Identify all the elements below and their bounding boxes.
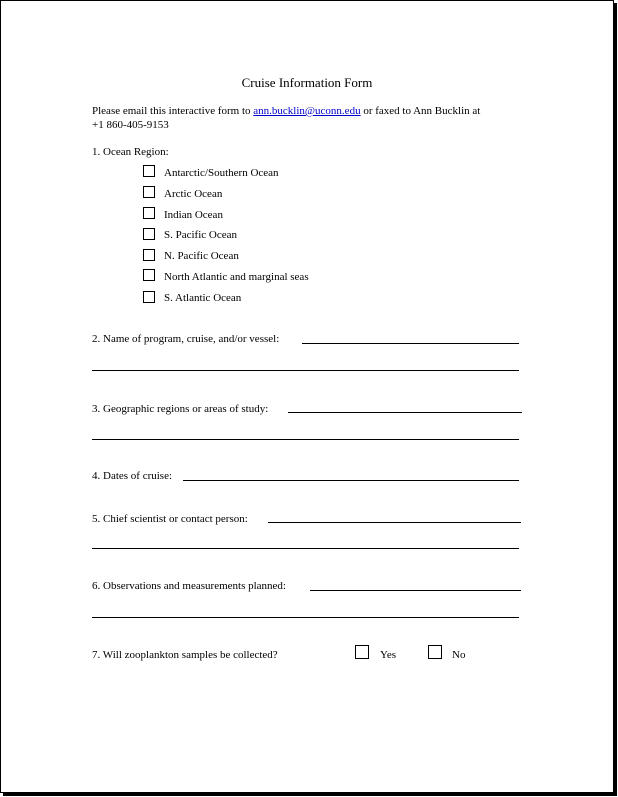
checkbox-arctic[interactable] [143,186,155,198]
q3-field-line-2[interactable] [92,439,519,440]
intro-line [92,104,480,118]
q3-label: 3. Geographic regions or areas of study: [92,403,269,415]
option-s-atlantic: S. Atlantic Ocean [164,292,242,304]
q5-label: 5. Chief scientist or contact person: [92,513,248,525]
option-north-atlantic: North Atlantic and marginal seas [164,271,309,283]
option-yes: Yes [380,649,397,661]
q6-label: 6. Observations and measurements planned: [92,580,286,592]
email-link[interactable]: ann.bucklin@uconn.edu [253,105,361,117]
form-title: Cruise Information Form [241,75,373,90]
q3-field-line-1[interactable] [288,412,522,413]
q4-field-line[interactable] [183,480,519,481]
option-no: No [452,649,466,661]
option-antarctic: Antarctic/Southern Ocean [164,167,279,179]
checkbox-north-atlantic[interactable] [143,269,155,281]
intro-prefix: Please email this interactive form to [92,105,251,117]
option-indian: Indian Ocean [164,209,223,221]
q1-label: 1. Ocean Region: [92,146,169,158]
checkbox-n-pacific[interactable] [143,249,155,261]
option-n-pacific: N. Pacific Ocean [164,250,239,262]
option-s-pacific: S. Pacific Ocean [164,229,237,241]
q2-label: 2. Name of program, cruise, and/or vessel: [92,333,280,345]
intro-phone: +1 860-405-9153 [92,119,169,131]
q6-field-line-2[interactable] [92,617,519,618]
checkbox-indian[interactable] [143,207,155,219]
q2-field-line-1[interactable] [302,343,519,344]
q6-field-line-1[interactable] [310,590,521,591]
q5-field-line-2[interactable] [92,548,519,549]
checkbox-antarctic[interactable] [143,165,155,177]
checkbox-s-atlantic[interactable] [143,291,155,303]
checkbox-s-pacific[interactable] [143,228,155,240]
q2-field-line-2[interactable] [92,370,519,371]
q7-label: 7. Will zooplankton samples be collected? [92,649,278,661]
option-arctic: Arctic Ocean [164,188,223,200]
intro-suffix: or faxed to Ann Bucklin at [363,105,481,117]
checkbox-no[interactable] [428,645,442,659]
q5-field-line-1[interactable] [268,522,521,523]
checkbox-yes[interactable] [355,645,369,659]
q4-label: 4. Dates of cruise: [92,470,173,482]
